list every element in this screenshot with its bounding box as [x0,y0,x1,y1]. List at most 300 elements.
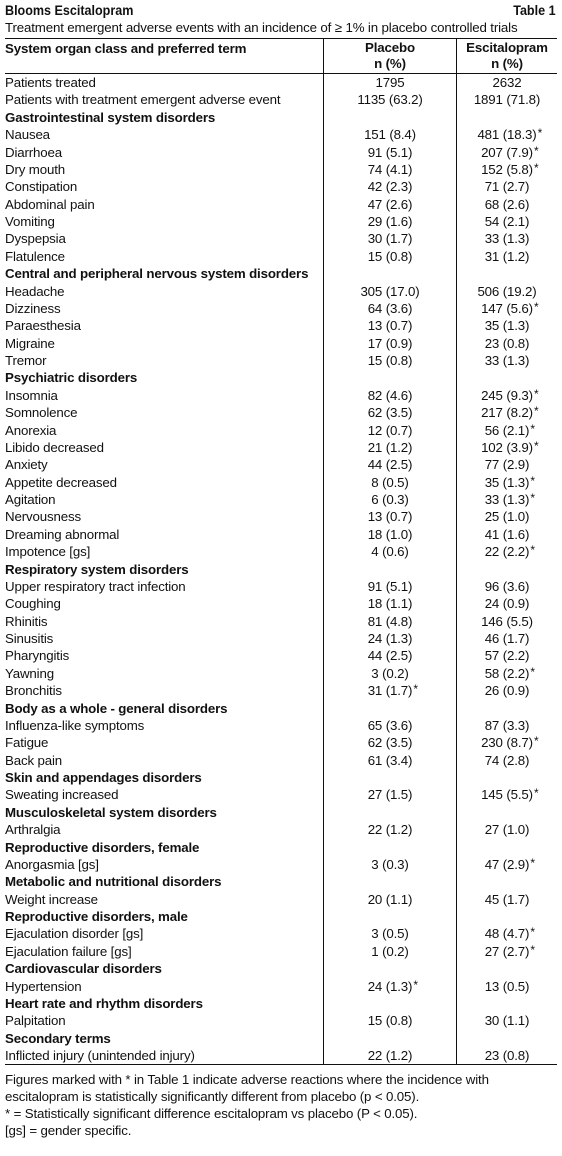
placebo-cell [323,161,456,178]
escitalopram-value [484,491,535,508]
term-cell: Arthralgia [5,822,61,838]
placebo-value [368,1047,413,1064]
value-text: 12 (0.7) [367,422,413,438]
placebo-value [371,943,408,960]
table-row [5,613,557,630]
term-cell: Anorgasmia [gs] [5,856,99,872]
term-cell: Paraesthesia [5,318,81,334]
table-row [5,491,557,508]
escitalopram-cell [456,908,557,925]
escitalopram-cell [456,873,557,890]
table-row [5,630,557,647]
placebo-cell [323,109,456,126]
term-cell: Patients with treatment emergent adverse event [5,92,281,108]
placebo-cell [323,91,456,108]
header-placebo-unit: n (%) [374,56,406,71]
placebo-cell [323,178,456,195]
value-text: 13 (0.7) [367,509,413,525]
placebo-value [368,178,413,195]
placebo-cell [323,613,456,630]
placebo-cell [323,908,456,925]
value-text: 71 (2.7) [484,179,530,195]
placebo-value [368,891,413,908]
document-title: Blooms Escitalopram [5,3,134,18]
placebo-value [371,925,408,942]
value-text: 31 (1.2) [484,248,530,264]
table-footnotes [5,1064,557,1139]
escitalopram-cell [456,144,557,161]
escitalopram-cell [456,960,557,977]
section-row [5,908,557,925]
escitalopram-value [477,126,543,143]
escitalopram-cell [456,352,557,369]
escitalopram-cell [456,891,557,908]
value-text: 13 (0.5) [484,978,530,994]
escitalopram-value [484,925,535,942]
placebo-cell [323,422,456,439]
placebo-cell [323,230,456,247]
section-heading: Heart rate and rhythm disorders [5,995,203,1011]
placebo-cell [323,804,456,821]
escitalopram-cell [456,265,557,282]
value-text: 68 (2.6) [484,196,530,212]
term-cell: Appetite decreased [5,474,117,490]
escitalopram-cell [456,578,557,595]
table-row [5,422,557,439]
term-cell: Dreaming abnormal [5,526,120,542]
escitalopram-cell [456,978,557,995]
placebo-value [371,474,408,491]
placebo-value [368,387,413,404]
section-heading: Respiratory system disorders [5,561,189,577]
value-text: 33 (1.3) [484,353,530,368]
placebo-value [368,595,413,612]
value-text: 3 (0.2) [371,665,409,681]
term-cell: Fatigue [5,735,49,751]
footnote-line: Figures marked with * in Table 1 indicate adverse reactions where the incidence with [5,1072,489,1088]
value-text: 82 (4.6) [367,387,413,403]
table-row [5,91,557,108]
placebo-value [371,491,408,508]
escitalopram-cell [456,422,557,439]
value-text: 65 (3.6) [367,717,413,733]
table-row [5,283,557,300]
term-cell: Pharyngitis [5,648,70,664]
table-row [5,943,557,960]
placebo-cell [323,248,456,265]
table-row [5,665,557,682]
value-text: 27 (1.0) [484,822,530,838]
value-text: 35 (1.3) [484,474,530,490]
value-text: 62 (3.5) [367,735,413,751]
term-cell: Dizziness [5,300,61,316]
term-cell: Ejaculation failure [gs] [5,943,132,959]
table-row [5,196,557,213]
placebo-value [367,977,418,995]
footnote-line: [gs] = gender specific. [5,1123,132,1139]
escitalopram-cell [456,404,557,421]
significance-marker: * [533,438,539,453]
significance-marker: * [533,404,539,419]
table-row [5,543,557,560]
term-cell: Nausea [5,127,50,143]
term-cell: Somnolence [5,405,78,421]
header-placebo-label: Placebo [365,40,415,55]
escitalopram-cell [456,821,557,838]
significance-marker: * [530,421,535,436]
table-row [5,335,557,352]
value-text: 77 (2.9) [484,457,530,473]
term-cell: Libido decreased [5,439,104,455]
placebo-value [368,752,413,769]
value-text: 35 (1.3) [484,318,530,334]
term-cell: Weight increase [5,891,98,907]
significance-marker: * [530,855,535,870]
escitalopram-value [481,299,539,317]
escitalopram-cell [456,248,557,265]
placebo-cell [323,335,456,352]
escitalopram-value [485,821,530,838]
section-row [5,873,557,890]
placebo-cell [323,1030,456,1047]
escitalopram-cell [456,647,557,664]
placebo-cell [323,74,456,91]
placebo-cell [323,856,456,873]
table-row [5,578,557,595]
term-cell: Dyspepsia [5,231,66,247]
escitalopram-value [484,942,535,960]
table-row [5,439,557,456]
value-text: 230 (8.7) [481,735,533,751]
value-text: 23 (0.8) [484,1048,530,1063]
section-row [5,960,557,977]
term-cell: Sinusitis [5,631,54,646]
placebo-value [368,161,413,178]
escitalopram-value [485,595,530,612]
section-row [5,995,557,1012]
value-text: 506 (19.2) [477,283,537,299]
escitalopram-value [493,74,522,91]
value-text: 87 (3.3) [484,717,530,733]
placebo-cell [323,213,456,230]
placebo-cell [323,839,456,856]
value-text: 91 (5.1) [367,578,413,594]
placebo-value [368,317,413,334]
escitalopram-cell [456,665,557,682]
section-heading: Central and peripheral nervous system disorders [5,266,309,282]
table-row [5,508,557,525]
table-row [5,144,557,161]
escitalopram-value [485,317,530,334]
section-heading: Skin and appendages disorders [5,770,202,785]
placebo-value [368,578,413,595]
placebo-cell [323,943,456,960]
value-text: 29 (1.6) [367,214,413,229]
escitalopram-cell [456,561,557,578]
header-escitalopram-label: Escitalopram [466,40,548,55]
term-cell: Yawning [5,665,54,681]
escitalopram-cell [456,126,557,143]
placebo-value [368,734,413,751]
value-text: 74 (2.8) [484,752,530,768]
escitalopram-value [485,526,530,543]
value-text: 42 (2.3) [367,179,413,195]
escitalopram-value [485,352,530,369]
escitalopram-cell [456,769,557,786]
term-cell: Coughing [5,596,61,612]
escitalopram-value [481,386,539,404]
placebo-cell [323,404,456,421]
value-text: 24 (0.9) [484,596,530,612]
section-heading: Reproductive disorders, female [5,839,200,855]
escitalopram-value [485,647,530,664]
value-text: 151 (8.4) [364,127,416,143]
table-row [5,387,557,404]
escitalopram-cell [456,700,557,717]
value-text: 20 (1.1) [367,891,413,907]
significance-marker: * [530,925,535,940]
placebo-cell [323,508,456,525]
table-row [5,891,557,908]
escitalopram-value [485,213,530,230]
term-cell: Upper respiratory tract infection [5,578,186,594]
placebo-cell [323,439,456,456]
table-row [5,734,557,751]
value-text: 47 (2.9) [484,856,530,872]
significance-marker: * [533,299,539,314]
escitalopram-cell [456,196,557,213]
escitalopram-value [484,543,535,560]
escitalopram-value [485,891,530,908]
header-placebo [323,39,456,73]
escitalopram-value [485,630,530,647]
footnote-line: escitalopram is statistically significantly different from placebo (p < 0.05). [5,1089,420,1105]
escitalopram-cell [456,995,557,1012]
table-row [5,161,557,178]
escitalopram-value [485,196,530,213]
escitalopram-value [484,421,535,439]
table-row [5,352,557,369]
significance-marker: * [533,734,539,749]
escitalopram-cell [456,543,557,560]
section-row [5,109,557,126]
escitalopram-cell [456,526,557,543]
table-row [5,1047,557,1064]
escitalopram-cell [456,213,557,230]
escitalopram-value [485,248,530,265]
header-escitalopram-unit: n (%) [491,56,523,71]
value-text: 24 (1.3) [367,631,413,646]
term-cell: Sweating increased [5,787,119,803]
escitalopram-value [481,613,533,630]
value-text: 2632 [492,75,522,90]
escitalopram-cell [456,474,557,491]
value-text: 64 (3.6) [367,300,413,316]
escitalopram-value [485,682,530,699]
section-row [5,804,557,821]
escitalopram-cell [456,369,557,386]
escitalopram-value [485,178,530,195]
escitalopram-cell [456,1030,557,1047]
escitalopram-cell [456,856,557,873]
escitalopram-value [481,786,539,803]
escitalopram-cell [456,491,557,508]
table-row [5,717,557,734]
section-heading: Psychiatric disorders [5,370,138,386]
value-text: 48 (4.7) [484,926,530,942]
escitalopram-value [484,473,535,491]
escitalopram-cell [456,613,557,630]
table-row [5,456,557,473]
escitalopram-cell [456,335,557,352]
value-text: 305 (17.0) [360,283,420,299]
term-cell: Diarrhoea [5,144,63,160]
table-row [5,248,557,265]
value-text: 13 (0.7) [367,318,413,334]
section-row [5,1030,557,1047]
value-text: 146 (5.5) [481,613,533,629]
escitalopram-cell [456,943,557,960]
value-text: 481 (18.3) [477,127,537,143]
table-row [5,74,557,91]
escitalopram-cell [456,734,557,751]
table-row [5,213,557,230]
section-row [5,265,557,282]
value-text: 22 (1.2) [367,1048,413,1063]
escitalopram-cell [456,300,557,317]
significance-marker: * [533,786,539,801]
escitalopram-cell [456,508,557,525]
placebo-cell [323,700,456,717]
escitalopram-value [485,752,530,769]
escitalopram-value [481,734,539,751]
escitalopram-cell [456,178,557,195]
section-row [5,700,557,717]
placebo-value [368,213,413,230]
table-row [5,526,557,543]
section-heading: Musculoskeletal system disorders [5,804,217,820]
significance-marker: * [530,664,535,679]
value-text: 22 (1.2) [367,822,413,838]
value-text: 46 (1.7) [484,631,530,646]
value-text: 91 (5.1) [367,144,413,160]
escitalopram-value [485,456,530,473]
placebo-cell [323,682,456,699]
placebo-value [368,786,413,803]
table-row [5,178,557,195]
value-text: 24 (1.3) [367,978,413,994]
placebo-cell [323,265,456,282]
term-cell: Hypertension [5,978,82,994]
value-text: 44 (2.5) [367,648,413,664]
table-row [5,300,557,317]
value-text: 26 (0.9) [484,683,530,699]
placebo-cell [323,1047,456,1064]
value-text: 1795 [375,75,405,90]
table-row [5,682,557,699]
placebo-cell [323,665,456,682]
placebo-cell [323,769,456,786]
escitalopram-cell [456,786,557,803]
escitalopram-value [485,335,530,352]
escitalopram-cell [456,752,557,769]
placebo-cell [323,526,456,543]
escitalopram-value [481,160,539,178]
placebo-cell [323,196,456,213]
value-text: 22 (2.2) [484,544,530,560]
escitalopram-value [477,283,536,300]
table-row [5,595,557,612]
section-heading: Reproductive disorders, male [5,909,188,924]
table-row [5,230,557,247]
value-text: 61 (3.4) [367,752,413,768]
header-term: System organ class and preferred term [5,41,247,56]
value-text: 81 (4.8) [367,613,413,629]
placebo-cell [323,578,456,595]
escitalopram-cell [456,1012,557,1029]
term-cell: Abdominal pain [5,196,95,212]
value-text: 15 (0.8) [367,1013,413,1029]
value-text: 96 (3.6) [484,578,530,594]
escitalopram-value [485,717,530,734]
escitalopram-value [485,508,530,525]
term-cell: Anxiety [5,457,48,473]
placebo-cell [323,369,456,386]
value-text: 45 (1.7) [484,891,530,907]
escitalopram-cell [456,456,557,473]
escitalopram-cell [456,1047,557,1064]
escitalopram-value [485,1012,530,1029]
placebo-value [368,144,413,161]
placebo-value [360,283,419,300]
placebo-cell [323,387,456,404]
escitalopram-cell [456,717,557,734]
significance-marker: * [413,682,418,697]
placebo-cell [323,352,456,369]
placebo-cell [323,960,456,977]
value-text: 74 (4.1) [367,161,413,177]
value-text: 62 (3.5) [367,405,413,421]
escitalopram-cell [456,839,557,856]
value-text: 245 (9.3) [481,387,533,403]
table-number: Table 1 [513,3,556,18]
table-row [5,856,557,873]
placebo-value [368,647,413,664]
value-text: 102 (3.9) [481,439,533,455]
placebo-cell [323,283,456,300]
placebo-value [371,665,408,682]
value-text: 33 (1.3) [484,492,530,507]
value-text: 217 (8.2) [481,405,533,421]
value-text: 44 (2.5) [367,457,413,473]
value-text: 1135 (63.2) [357,92,423,108]
placebo-cell [323,456,456,473]
table-header [5,39,557,74]
placebo-value [364,126,416,143]
significance-marker: * [530,942,535,957]
table-row [5,786,557,803]
escitalopram-value [481,438,539,456]
value-text: 47 (2.6) [367,196,413,212]
placebo-value [371,856,408,873]
placebo-cell [323,543,456,560]
value-text: 18 (1.0) [367,526,413,542]
escitalopram-cell [456,91,557,108]
section-row [5,839,557,856]
term-cell: Inflicted injury (unintended injury) [5,1048,195,1063]
placebo-cell [323,752,456,769]
term-cell: Rhinitis [5,613,48,629]
